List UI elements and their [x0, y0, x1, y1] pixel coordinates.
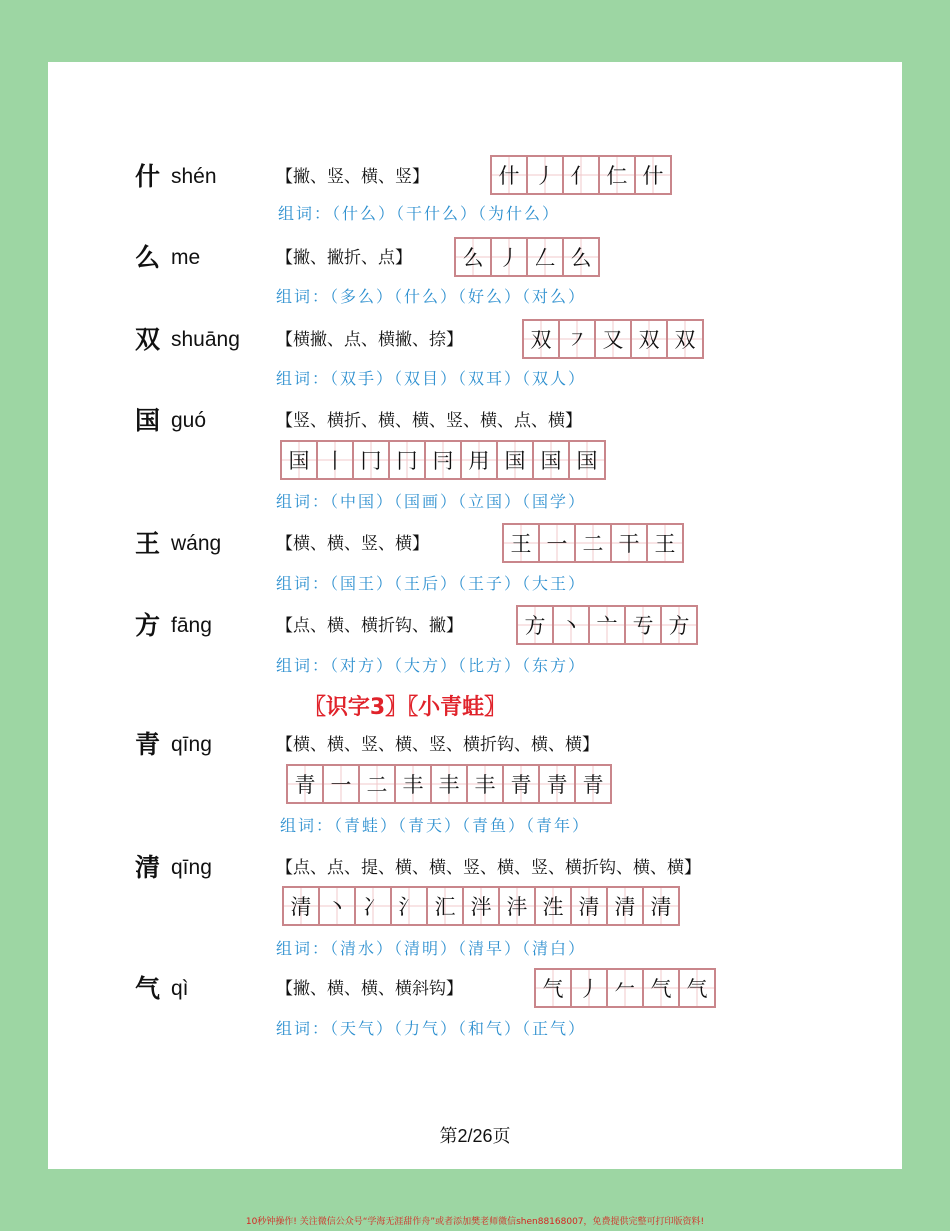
- stroke-names: 【撇、竖、横、竖】: [276, 167, 429, 187]
- character: 国: [135, 406, 161, 435]
- stroke-step: 丰: [466, 764, 504, 804]
- stroke-step: 青: [286, 764, 324, 804]
- stroke-step: 亠: [588, 605, 626, 645]
- stroke-step: 王: [646, 523, 684, 563]
- stroke-step: 丿: [490, 237, 528, 277]
- stroke-names: 【横、横、竖、横、竖、横折钩、横、横】: [276, 735, 599, 755]
- character: 气: [135, 974, 161, 1003]
- stroke-step: 𠃋: [526, 237, 564, 277]
- stroke-step: 汇: [426, 886, 464, 926]
- stroke-step: 国: [280, 440, 318, 480]
- pinyin: qīng: [171, 733, 212, 756]
- stroke-names: 【竖、横折、横、横、竖、横、点、横】: [276, 411, 582, 431]
- stroke-step: 什: [634, 155, 672, 195]
- pinyin: qīng: [171, 856, 212, 879]
- stroke-names: 【横撇、点、横撇、捺】: [276, 330, 463, 350]
- stroke-order-grid: [490, 155, 672, 195]
- stroke-order-grid: [502, 523, 684, 563]
- stroke-step: 双: [522, 319, 560, 359]
- word-examples: 组词：（多么）（什么）（好么）（对么）: [276, 287, 587, 306]
- stroke-step: ㇇: [558, 319, 596, 359]
- stroke-names: 【撇、横、横、横斜钩】: [276, 979, 463, 999]
- stroke-step: 国: [496, 440, 534, 480]
- stroke-step: 泩: [534, 886, 572, 926]
- stroke-step: 亻: [562, 155, 600, 195]
- stroke-step: 双: [630, 319, 668, 359]
- worksheet-page: [48, 62, 902, 1169]
- stroke-order-grid: [454, 237, 600, 277]
- stroke-step: 丨: [316, 440, 354, 480]
- stroke-step: 清: [570, 886, 608, 926]
- stroke-order-grid: [522, 319, 704, 359]
- stroke-step: 方: [660, 605, 698, 645]
- stroke-names: 【点、横、横折钩、撇】: [276, 616, 463, 636]
- stroke-step: 青: [538, 764, 576, 804]
- stroke-step: 丿: [526, 155, 564, 195]
- stroke-names: 【点、点、提、横、横、竖、横、竖、横折钩、横、横】: [276, 858, 701, 878]
- word-examples: 组词：（青蛙）（青天）（青鱼）（青年）: [280, 816, 591, 835]
- stroke-step: 双: [666, 319, 704, 359]
- stroke-step: 丶: [318, 886, 356, 926]
- stroke-step: 丰: [430, 764, 468, 804]
- character: 什: [135, 162, 161, 191]
- stroke-step: 亐: [624, 605, 662, 645]
- stroke-step: 一: [322, 764, 360, 804]
- stroke-step: 气: [534, 968, 572, 1008]
- pinyin: guó: [171, 409, 207, 432]
- pinyin: wáng: [171, 532, 222, 555]
- stroke-step: 清: [282, 886, 320, 926]
- stroke-step: 𠂉: [606, 968, 644, 1008]
- character: 青: [135, 730, 161, 759]
- stroke-step: 仁: [598, 155, 636, 195]
- stroke-step: 用: [460, 440, 498, 480]
- stroke-step: 清: [642, 886, 680, 926]
- stroke-step: 么: [562, 237, 600, 277]
- stroke-step: 王: [502, 523, 540, 563]
- stroke-order-grid: [516, 605, 698, 645]
- pinyin: shén: [171, 165, 217, 188]
- stroke-step: 丰: [394, 764, 432, 804]
- stroke-step: 冫: [354, 886, 392, 926]
- stroke-step: 气: [678, 968, 716, 1008]
- character: 方: [135, 611, 161, 640]
- word-examples: 组词：（清水）（清明）（清早）（清白）: [276, 939, 587, 958]
- stroke-order-grid: [534, 968, 716, 1008]
- word-examples: 组词：（天气）（力气）（和气）（正气）: [276, 1019, 587, 1038]
- stroke-order-grid: [280, 440, 606, 480]
- stroke-step: 青: [502, 764, 540, 804]
- pinyin: me: [171, 246, 201, 269]
- stroke-step: 丿: [570, 968, 608, 1008]
- stroke-step: 沣: [498, 886, 536, 926]
- stroke-step: 方: [516, 605, 554, 645]
- pinyin: fāng: [171, 614, 212, 637]
- stroke-step: 冂: [388, 440, 426, 480]
- stroke-order-grid: [282, 886, 680, 926]
- stroke-names: 【横、横、竖、横】: [276, 534, 429, 554]
- stroke-step: 一: [538, 523, 576, 563]
- stroke-step: 冃: [424, 440, 462, 480]
- character: 么: [135, 243, 161, 272]
- word-examples: 组词：（双手）（双目）（双耳）（双人）: [276, 369, 587, 388]
- word-examples: 组词：（国王）（王后）（王子）（大王）: [276, 574, 587, 593]
- pinyin: qì: [171, 977, 189, 1000]
- stroke-step: 什: [490, 155, 528, 195]
- character: 清: [135, 853, 161, 882]
- stroke-step: 气: [642, 968, 680, 1008]
- stroke-step: 泮: [462, 886, 500, 926]
- stroke-order-grid: [286, 764, 612, 804]
- stroke-step: 清: [606, 886, 644, 926]
- word-examples: 组词：（对方）（大方）（比方）（东方）: [276, 656, 587, 675]
- pinyin: shuāng: [171, 328, 240, 351]
- stroke-step: 冂: [352, 440, 390, 480]
- section-title: 〖识字3〗〖小青蛙〗: [303, 695, 507, 720]
- stroke-step: 丶: [552, 605, 590, 645]
- word-examples: 组词：（中国）（国画）（立国）（国学）: [276, 492, 587, 511]
- stroke-step: 干: [610, 523, 648, 563]
- stroke-step: 国: [532, 440, 570, 480]
- footer-notice: 10秒钟操作! 关注微信公众号“学海无涯甜作舟”或者添加樊老师微信shen88168007，免费提供完整可打印版资料!: [245, 1217, 705, 1227]
- stroke-step: 二: [574, 523, 612, 563]
- page-number: 第2/26页: [439, 1126, 511, 1146]
- stroke-step: 么: [454, 237, 492, 277]
- stroke-step: 青: [574, 764, 612, 804]
- stroke-step: 国: [568, 440, 606, 480]
- stroke-names: 【撇、撇折、点】: [276, 248, 412, 268]
- stroke-step: 氵: [390, 886, 428, 926]
- word-examples: 组词：（什么）（干什么）（为什么）: [278, 204, 561, 223]
- stroke-step: 二: [358, 764, 396, 804]
- character: 王: [135, 529, 161, 558]
- character: 双: [135, 325, 161, 354]
- stroke-step: 又: [594, 319, 632, 359]
